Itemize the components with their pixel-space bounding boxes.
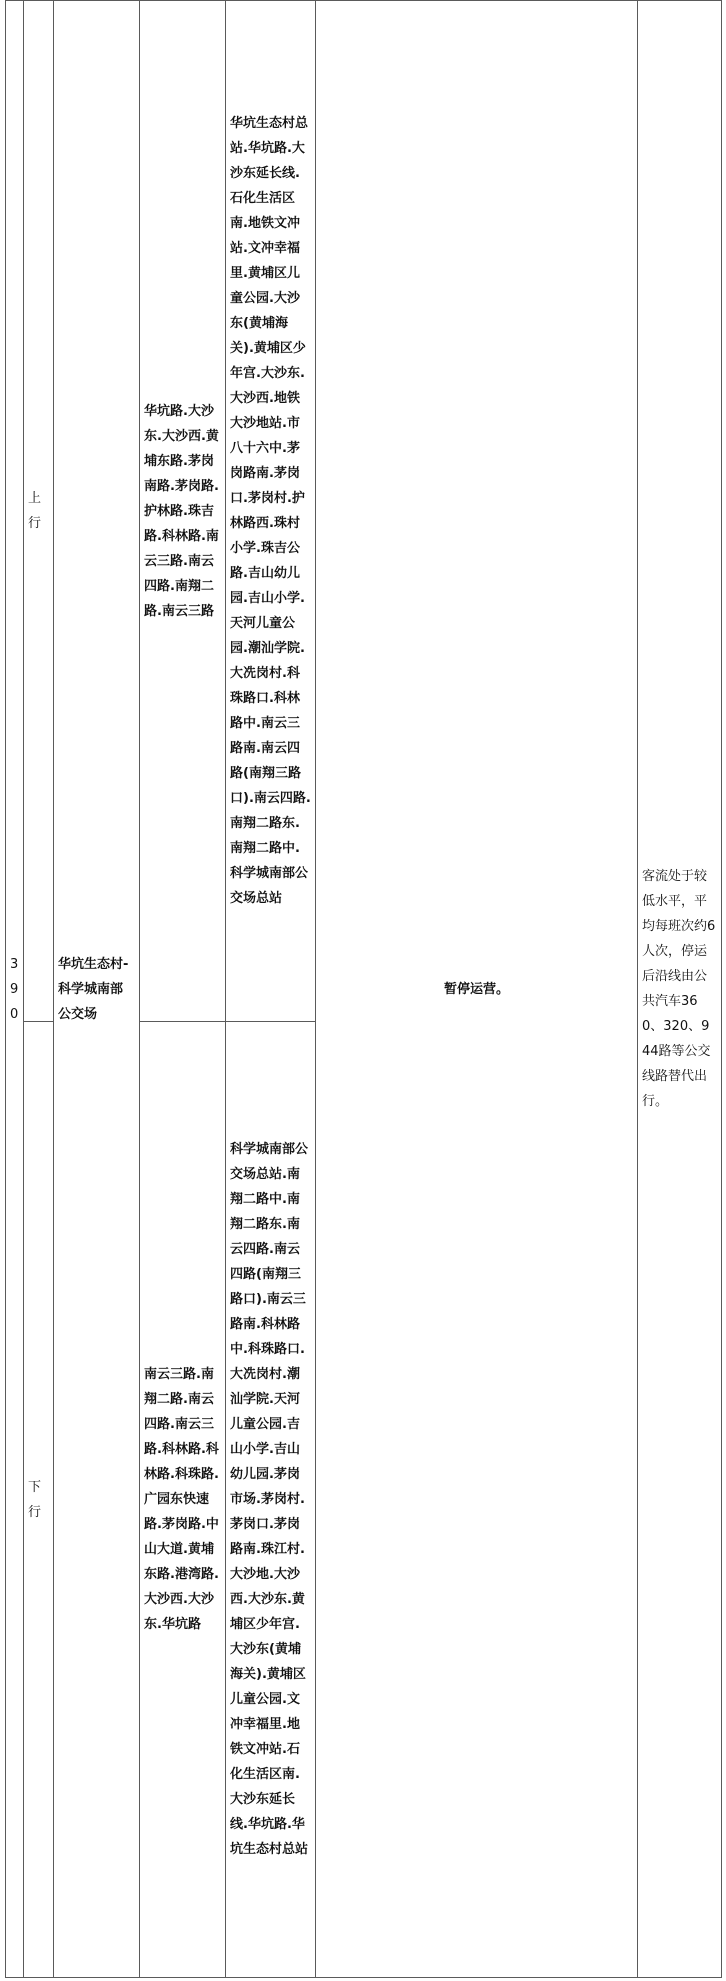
table-row-up (6, 1, 722, 1022)
adjustment-cell (316, 1, 638, 1978)
stops-up: 华坑生态村总站.华坑路.大沙东延长线.石化生活区南.地铁文冲站.文冲幸福里.黄埔区儿童公园.大沙东(黄埔海关).黄埔区少年宫.大沙东.大沙西.地铁大沙地站.市八十六中.茅岗路南.茅岗口.茅岗村.护林路西.珠村小学.珠吉公路.吉山幼儿园.吉山小学.天河儿童公园.潮汕学院.大冼岗村.科珠路口.科林路中.南云三路南.南云四路(南翔三路口).南云四路.南翔二路东.南翔二路中.科学城南部公交场总站 (230, 116, 311, 906)
stops-cell-up (226, 1, 316, 1022)
roads-cell-up (140, 1, 226, 1022)
endpoints-cell (54, 1, 140, 1978)
remark-cell (638, 1, 722, 1978)
direction-label-down: 下行 (28, 1479, 42, 1520)
direction-cell-down (24, 1022, 54, 1978)
roads-down: 南云三路.南翔二路.南云四路.南云三路.科林路.科林路.科珠路.广园东快速路.茅岗路.中山大道.黄埔东路.港湾路.大沙西.大沙东.华坑路 (144, 1367, 219, 1632)
route-number: 390 (10, 956, 19, 1022)
roads-up: 华坑路.大沙东.大沙西.黄埔东路.茅岗南路.茅岗路.护林路.珠吉路.科林路.南云三路.南云四路.南翔二路.南云三路 (144, 403, 219, 619)
roads-cell-down (140, 1022, 226, 1978)
remark-text: 客流处于较低水平，平均每班次约6人次，停运后沿线由公共汽车360、320、944路等公交线路替代出行。 (642, 869, 716, 1109)
stops-down: 科学城南部公交场总站.南翔二路中.南翔二路东.南云四路.南云四路(南翔三路口).南云三路南.科林路中.科珠路口.大冼岗村.潮汕学院.天河儿童公园.吉山小学.吉山幼儿园.茅岗市场.茅岗村.茅岗口.茅岗路南.珠江村.大沙地.大沙西.大沙东.黄埔区少年宫.大沙东(黄埔海关).黄埔区儿童公园.文冲幸福里.地铁文冲站.石化生活区南.大沙东延长线.华坑路.华坑生态村总站 (230, 1142, 309, 1857)
route-adjustment-table (5, 0, 722, 1978)
route-number-cell (6, 1, 24, 1978)
direction-cell-up (24, 1, 54, 1022)
route-endpoints: 华坑生态村-科学城南部公交场 (58, 956, 129, 1022)
direction-label-up: 上行 (28, 491, 42, 531)
stops-cell-down (226, 1022, 316, 1978)
adjustment-text: 暂停运营。 (443, 981, 509, 997)
